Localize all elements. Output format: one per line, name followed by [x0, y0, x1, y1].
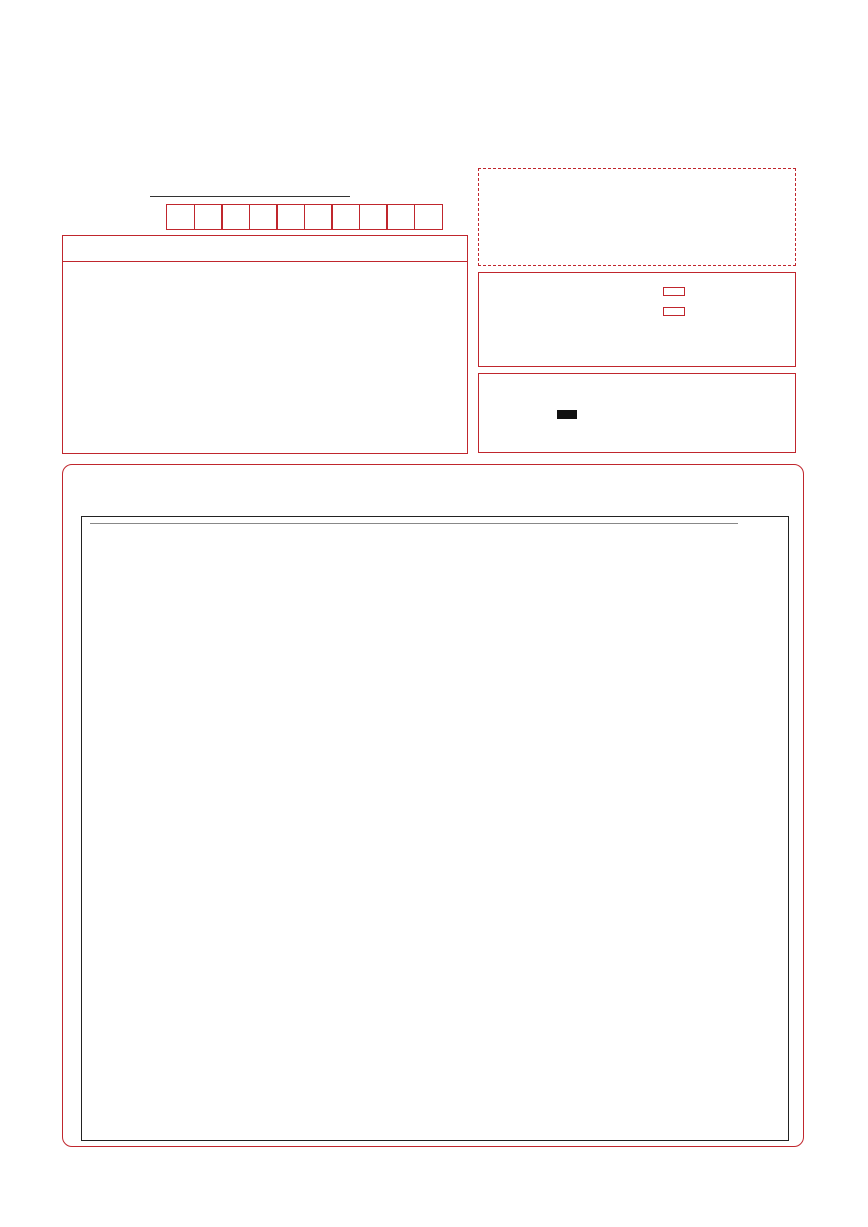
id-box[interactable]	[276, 204, 305, 230]
top-timing-marks	[54, 41, 814, 55]
correct-fill-mark	[557, 410, 577, 419]
fill-sample-box	[478, 373, 796, 453]
id-box[interactable]	[331, 204, 360, 230]
id-box[interactable]	[414, 204, 443, 230]
id-box[interactable]	[221, 204, 250, 230]
name-field[interactable]	[150, 196, 350, 197]
notice-box	[62, 235, 468, 454]
barcode-area	[478, 168, 796, 266]
forbidden-box	[478, 272, 796, 367]
id-box[interactable]	[386, 204, 415, 230]
id-box[interactable]	[194, 204, 223, 230]
absent-mark-box[interactable]	[663, 287, 685, 296]
answer-grid	[81, 516, 789, 1141]
violation-mark-box[interactable]	[663, 307, 685, 316]
answer-divider	[90, 523, 738, 524]
id-box[interactable]	[359, 204, 388, 230]
id-box[interactable]	[249, 204, 278, 230]
section-one	[62, 464, 804, 1147]
id-box[interactable]	[166, 204, 195, 230]
notice-title	[63, 236, 467, 262]
id-box[interactable]	[304, 204, 333, 230]
id-number-boxes[interactable]	[166, 204, 441, 230]
